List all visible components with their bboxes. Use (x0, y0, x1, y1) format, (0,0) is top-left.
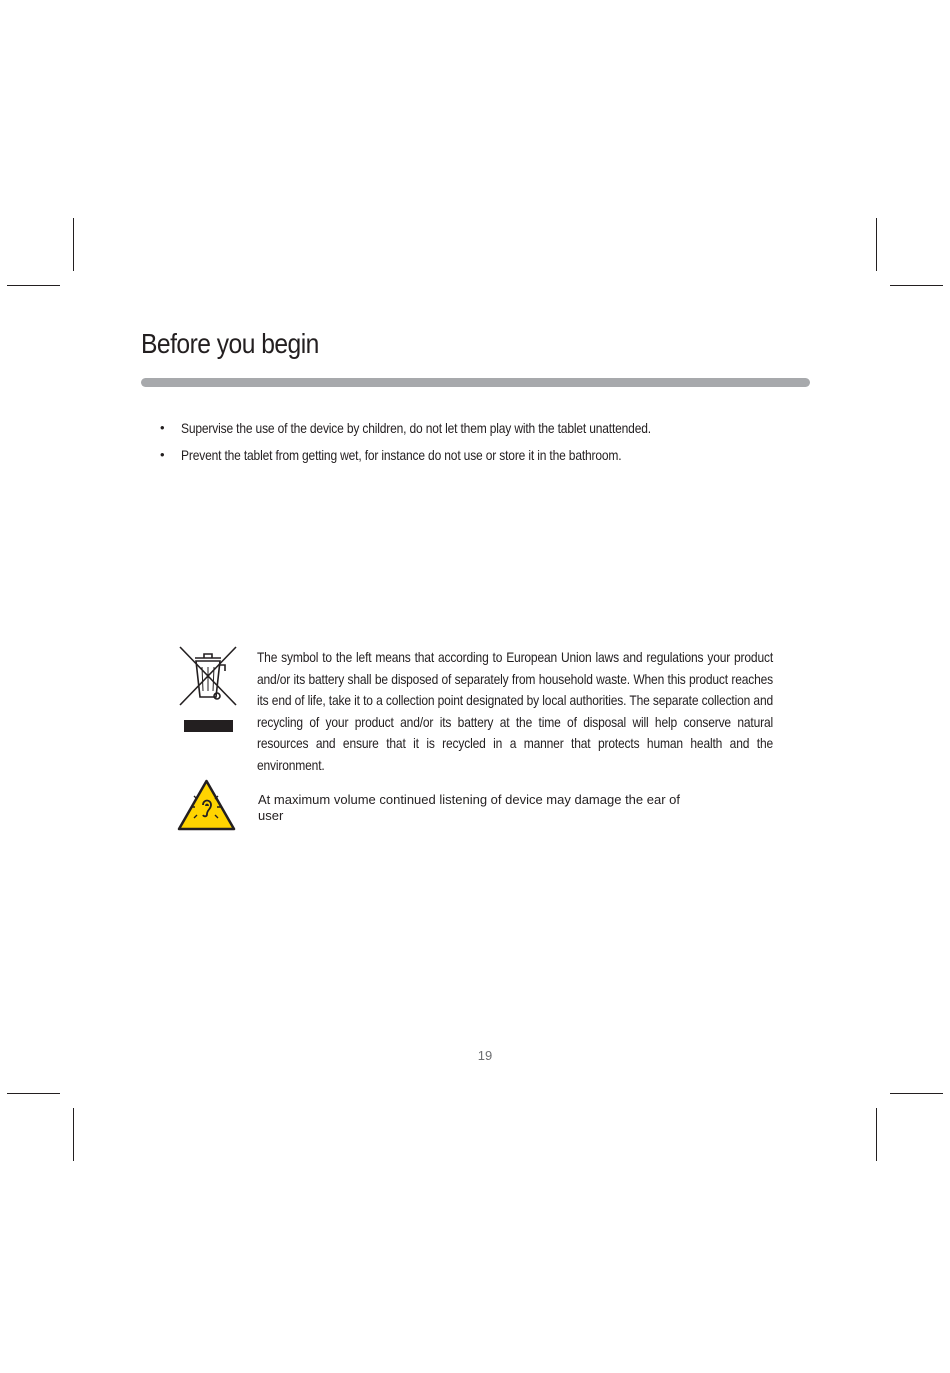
crop-mark-top-right-vertical (876, 218, 877, 271)
crop-mark-bottom-right-horizontal (890, 1093, 943, 1094)
crop-mark-bottom-left-horizontal (7, 1093, 60, 1094)
crop-mark-bottom-left-vertical (73, 1108, 74, 1161)
crop-mark-top-left-horizontal (7, 285, 60, 286)
crop-mark-top-right-horizontal (890, 285, 943, 286)
bullet-dot: • (160, 420, 165, 435)
crop-mark-top-left-vertical (73, 218, 74, 271)
title-rule (141, 378, 810, 387)
bullet-dot: • (160, 447, 165, 462)
bullet-text: Supervise the use of the device by children, do not let them play with the tablet unattended. (181, 420, 651, 436)
page-number: 19 (477, 1048, 493, 1063)
weee-disposal-text: The symbol to the left means that according to European Union laws and regulations your product and/or its battery shall be disposed of separately from household waste. When this product reaches its end of life, take it to a collection point designated by local authorities. The separate collection and recycling of your product and/or its battery at the time of disposal will help conserve natural resources and ensure that it is recycled in a manner that protects human health and the environment. (257, 649, 773, 773)
bullet-text: Prevent the tablet from getting wet, for instance do not use or store it in the bathroom. (181, 447, 622, 463)
hearing-damage-warning-icon (177, 779, 236, 831)
crop-mark-bottom-right-vertical (876, 1108, 877, 1161)
page-title: Before you begin (141, 328, 319, 359)
hearing-warning-text: At maximum volume continued listening of device may damage the ear of user (258, 792, 680, 823)
crossed-out-wheelie-bin-icon (178, 645, 238, 735)
